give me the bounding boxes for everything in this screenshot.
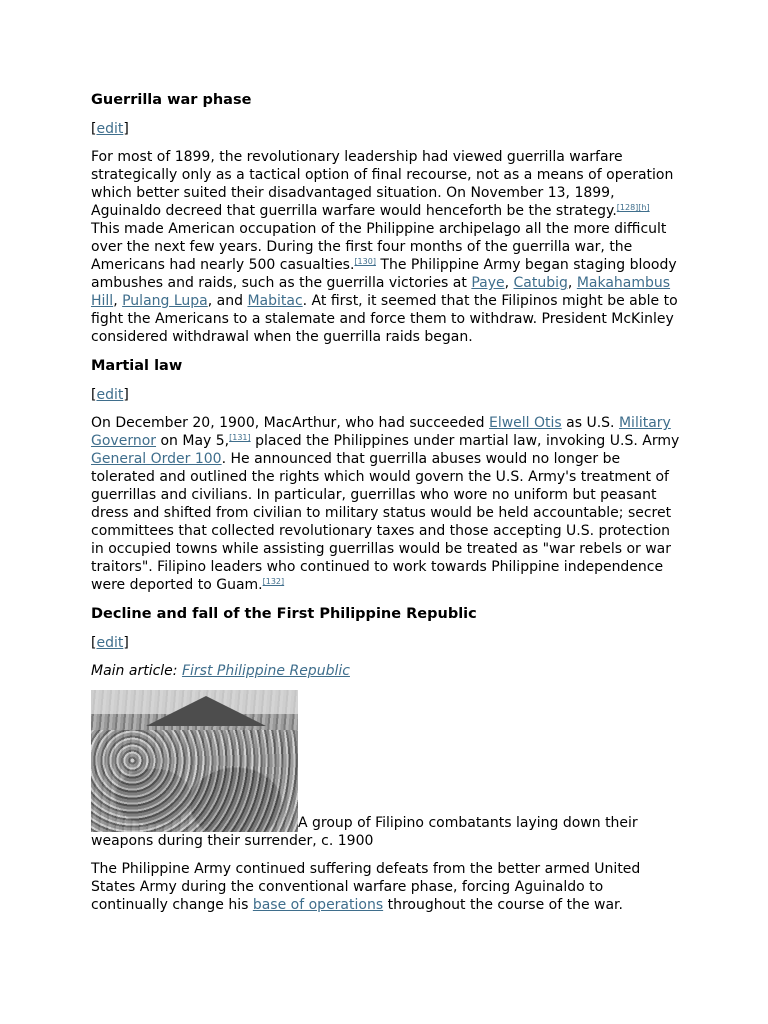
citation-link[interactable]: [131] (229, 433, 251, 442)
link-mabitac[interactable]: Mabitac (247, 293, 303, 309)
citation-link[interactable]: [132] (262, 577, 285, 586)
link-makahambus-hill[interactable]: Makahambus Hill (91, 275, 671, 309)
section-heading-martial-law: Martial law (91, 358, 183, 374)
link-catubig[interactable]: Catubig (513, 275, 568, 291)
edit-link[interactable]: edit (96, 387, 124, 403)
edit-section-decline: [edit] (91, 635, 129, 651)
link-military-governor[interactable]: Military Governor (91, 415, 671, 449)
paragraph-decline: The Philippine Army continued suffering defeats from the better armed United States Army during the conventional warfare phase, forcing Aguinaldo to continually change his base of operations throughout the course of the war. (91, 861, 641, 913)
figure-with-caption (91, 690, 681, 850)
paragraph-martial-law: On December 20, 1900, MacArthur, who had succeeded Elwell Otis as U.S. Military Governor on May 5,[131] placed the Philippines under martial law, invoking U.S. Army General Order 100. He announced that guerrilla abuses would no longer be tolerated and outlined the rights which would govern the U.S. Army's treatment of guerrillas and civilians. In particular, guerrillas who wore no uniform but peasant dress and shifted from civilian to military status would be held accountable; secret committees that collected revolutionary taxes and those accepting U.S. protection in occupied towns while assisting guerrillas would be treated as "war rebels or war traitors". Filipino leaders who continued to work towards Philippine independence were deported to Guam.[132] (91, 415, 680, 593)
citation-link[interactable]: [130] (354, 257, 376, 266)
link-elwell-otis[interactable]: Elwell Otis (488, 415, 562, 431)
figure-caption: A group of Filipino combatants laying down their weapons during their surrender, c. 1900 (91, 815, 638, 849)
edit-link[interactable]: edit (96, 121, 124, 137)
main-article-note: Main article: First Philippine Republic (91, 663, 350, 679)
link-first-philippine-republic[interactable]: First Philippine Republic (181, 663, 350, 679)
link-paye[interactable]: Paye (471, 275, 505, 291)
link-pulang-lupa[interactable]: Pulang Lupa (122, 293, 208, 309)
link-general-order-100[interactable]: General Order 100 (91, 451, 222, 467)
paragraph-guerrilla: For most of 1899, the revolutionary leadership had viewed guerrilla warfare strategically only as a tactical option of final recourse, not as a means of operation which better suited their disadvantaged situation. On November 13, 1899, Aguinaldo decreed that guerrilla warfare would henceforth be the strategy.[128][h] This made American occupation of the Philippine archipelago all the more difficult over the next few years. During the first four months of the guerrilla war, the Americans had nearly 500 casualties.[130] The Philippine Army began staging bloody ambushes and raids, such as the guerrilla victories at Paye, Catubig, Makahambus Hill, Pulang Lupa, and Mabitac. At first, it seemed that the Filipinos might be able to fight the Americans to a stalemate and force them to withdraw. President McKinley considered withdrawal when the guerrilla raids began. (91, 149, 678, 345)
citation-link[interactable]: [128][h] (616, 203, 650, 212)
section-heading-guerrilla: Guerrilla war phase (91, 92, 252, 108)
surrender-photo (91, 690, 298, 832)
edit-link[interactable]: edit (96, 635, 124, 651)
edit-section-guerrilla: [edit] (91, 121, 129, 137)
link-base-of-operations[interactable]: base of operations (252, 897, 384, 913)
article-body (91, 90, 681, 924)
section-heading-decline: Decline and fall of the First Philippine Republic (91, 606, 477, 622)
edit-section-martial-law: [edit] (91, 387, 129, 403)
